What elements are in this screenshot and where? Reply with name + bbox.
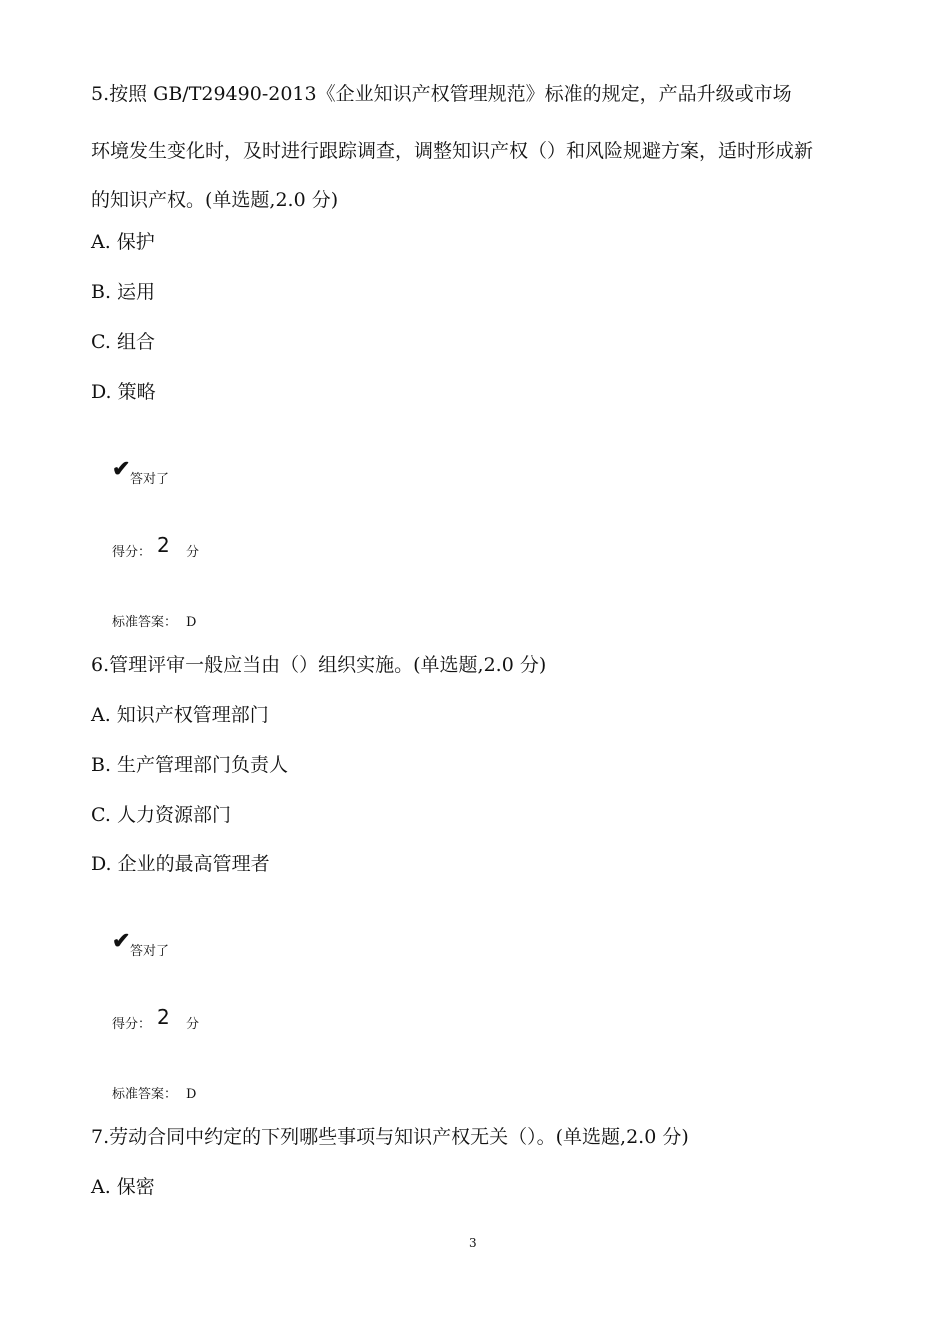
question-6-score-label: 得分：: [112, 1017, 152, 1032]
question-5-score-unit: 分: [186, 545, 200, 560]
question-5-line-3: 的知识产权。(单选题,2.0 分): [91, 189, 339, 211]
check-icon: ✔: [112, 928, 131, 954]
question-5-option-c: C. 组合: [91, 331, 155, 353]
question-6-option-d: D. 企业的最高管理者: [91, 853, 270, 875]
question-7-line-1: 7.劳动合同中约定的下列哪些事项与知识产权无关（）。(单选题,2.0 分): [91, 1126, 689, 1148]
question-6-answer-label: 标准答案：: [112, 1087, 178, 1102]
question-5-option-a: A. 保护: [91, 231, 155, 253]
question-5-line-2: 环境发生变化时，及时进行跟踪调查，调整知识产权（）和风险规避方案，适时形成新: [91, 140, 814, 162]
question-6-score-value: 2: [157, 1005, 170, 1029]
question-5-answer-value: D: [186, 615, 197, 630]
question-5-option-b: B. 运用: [91, 281, 156, 303]
question-5-line-1: 5.按照 GB/T29490-2013《企业知识产权管理规范》标准的规定，产品升级或市场: [91, 83, 792, 105]
question-6-option-c: C. 人力资源部门: [91, 804, 231, 826]
question-6-option-b: B. 生产管理部门负责人: [91, 754, 289, 776]
question-5-answer-label: 标准答案：: [112, 615, 178, 630]
question-6-score-unit: 分: [186, 1017, 200, 1032]
question-7-option-a: A. 保密: [91, 1176, 155, 1198]
question-6-line-1: 6.管理评审一般应当由（）组织实施。(单选题,2.0 分): [91, 654, 547, 676]
question-5-score-label: 得分：: [112, 545, 152, 560]
question-6-option-a: A. 知识产权管理部门: [91, 704, 269, 726]
question-6-result-status: 答对了: [130, 944, 170, 959]
question-5-result-status: 答对了: [130, 472, 170, 487]
question-5-score-value: 2: [157, 533, 170, 557]
page-number: 3: [469, 1236, 477, 1250]
question-6-answer-value: D: [186, 1087, 197, 1102]
question-5-option-d: D. 策略: [91, 381, 156, 403]
check-icon: ✔: [112, 456, 131, 482]
